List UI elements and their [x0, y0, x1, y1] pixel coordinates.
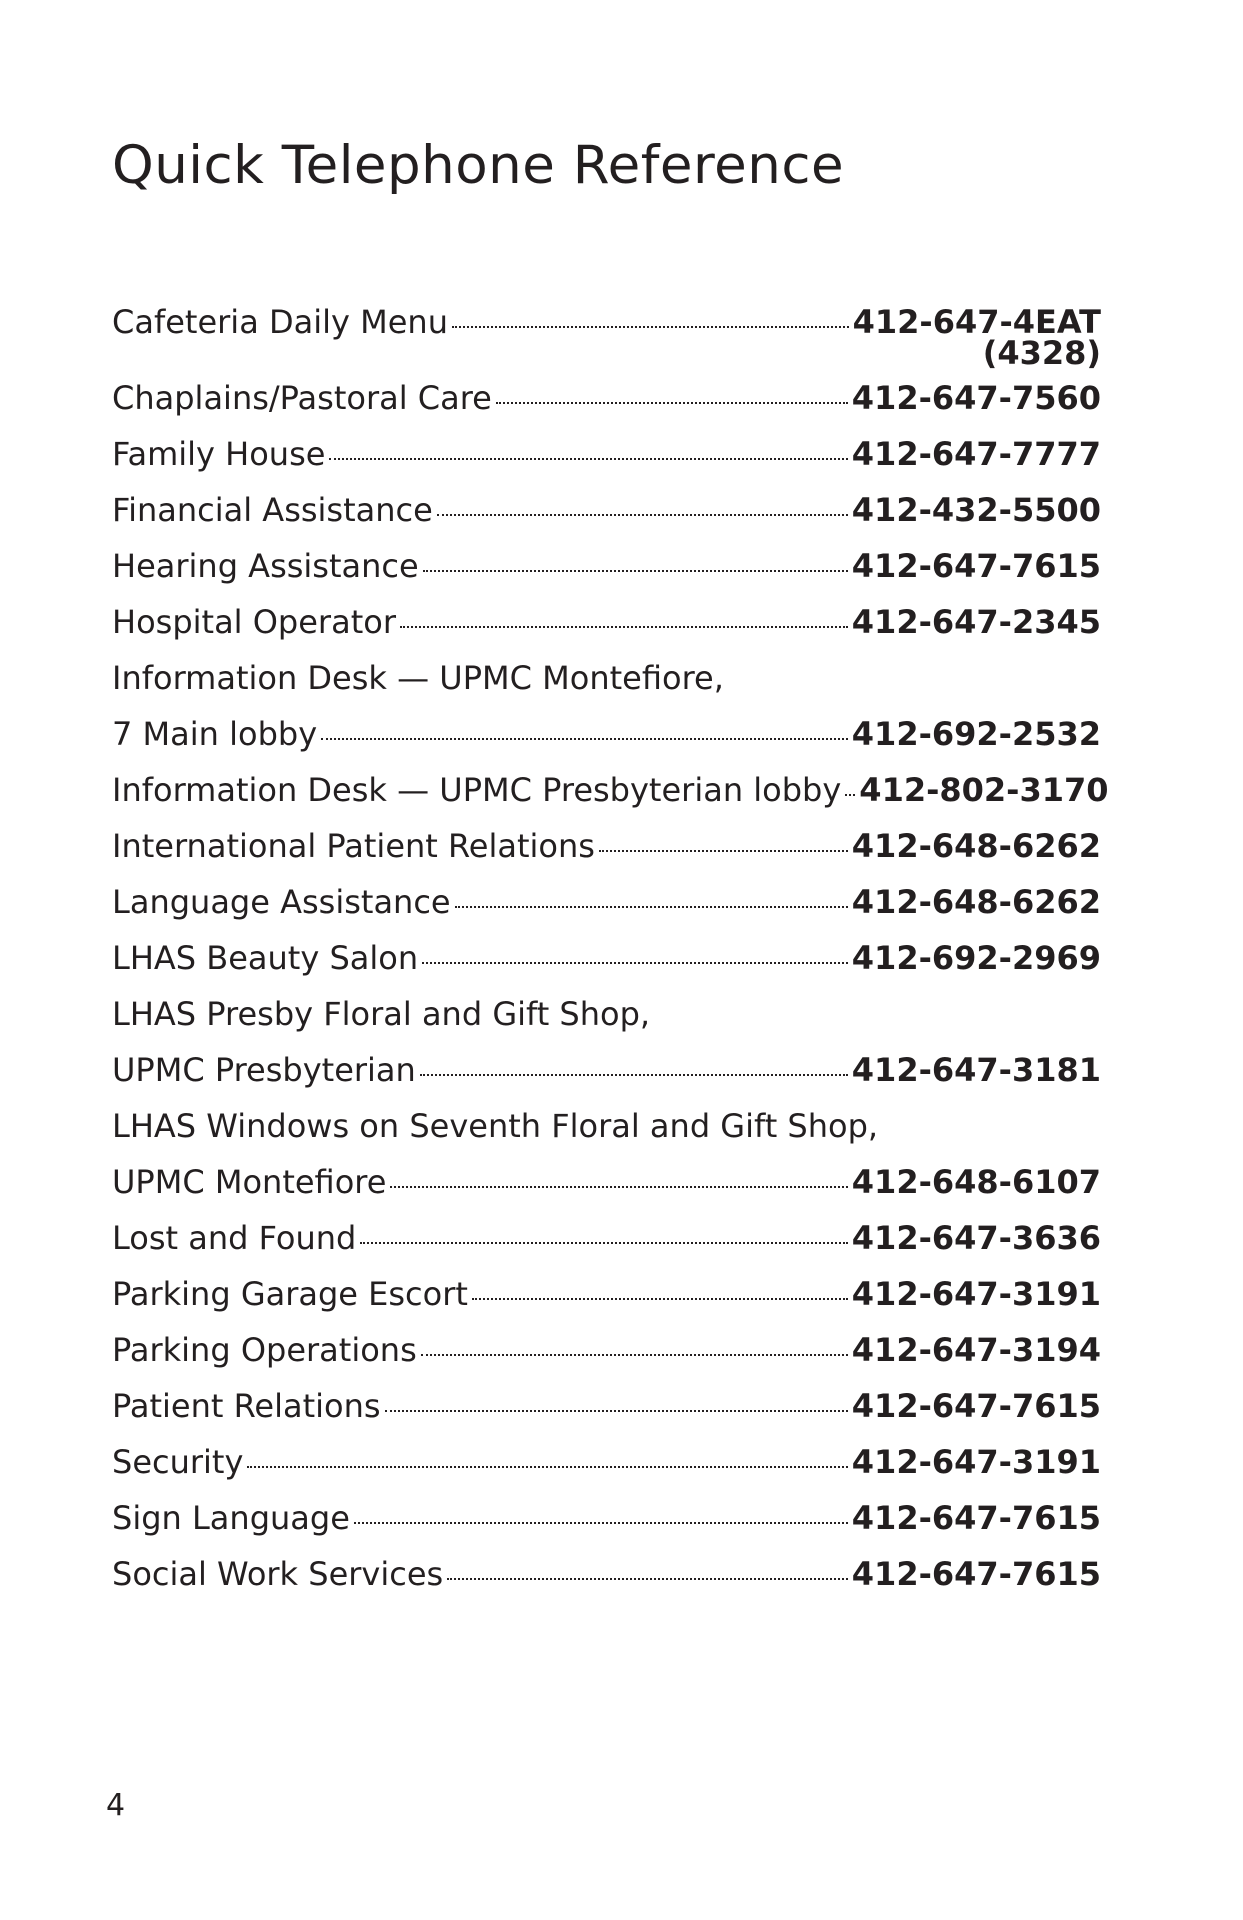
- entry-name: Parking Operations: [112, 1331, 417, 1369]
- phone-number: 412-647-7777: [851, 435, 1101, 473]
- entry-line: [112, 1210, 1101, 1266]
- dot-leader: [845, 794, 855, 796]
- dot-leader: [437, 514, 848, 516]
- entry-name: LHAS Windows on Seventh Floral and Gift Shop,: [112, 1107, 879, 1145]
- entry-line: [112, 594, 1101, 650]
- entry-line: [112, 1546, 1101, 1602]
- entry-name: LHAS Presby Floral and Gift Shop,: [112, 995, 651, 1033]
- phone-number: 412-647-3181: [851, 1051, 1101, 1089]
- entry-line: [112, 930, 1101, 986]
- phone-number: 412-648-6262: [851, 827, 1101, 865]
- dot-leader: [421, 1354, 848, 1356]
- directory-entry: [112, 1210, 1101, 1266]
- entry-line: [112, 1154, 1101, 1210]
- directory-entry: [112, 1322, 1101, 1378]
- phone-number: 412-647-4EAT: [852, 303, 1101, 341]
- directory-entry: [112, 482, 1101, 538]
- entry-name: Hearing Assistance: [112, 547, 419, 585]
- entry-line: [112, 818, 1101, 874]
- entry-line: [112, 1490, 1101, 1546]
- directory-entry: [112, 1490, 1101, 1546]
- directory-entry: [112, 1434, 1101, 1490]
- dot-leader: [599, 850, 848, 852]
- entry-line: [112, 482, 1101, 538]
- entry-line: [112, 650, 1101, 706]
- entry-line: [112, 426, 1101, 482]
- directory-entry: [112, 1098, 1101, 1210]
- dot-leader: [360, 1242, 847, 1244]
- directory-entry: [112, 1546, 1101, 1602]
- phone-directory-list: [112, 294, 1109, 1602]
- phone-number: 412-432-5500: [851, 491, 1101, 529]
- entry-name: Cafeteria Daily Menu: [112, 303, 448, 341]
- entry-name: 7 Main lobby: [112, 715, 318, 753]
- entry-name: Family House: [112, 435, 326, 473]
- phone-number: 412-648-6262: [851, 883, 1101, 921]
- dot-leader: [385, 1410, 848, 1412]
- phone-number-alt: (4328): [982, 334, 1101, 372]
- entry-line: [112, 706, 1101, 762]
- phone-number: 412-802-3170: [859, 771, 1109, 809]
- phone-number: 412-692-2532: [851, 715, 1101, 753]
- entry-name: International Patient Relations: [112, 827, 595, 865]
- entry-name: Financial Assistance: [112, 491, 433, 529]
- phone-number: 412-647-2345: [851, 603, 1101, 641]
- entry-line: [112, 1322, 1101, 1378]
- dot-leader: [390, 1186, 847, 1188]
- entry-name: Information Desk — UPMC Montefiore,: [112, 659, 724, 697]
- dot-leader: [447, 1578, 848, 1580]
- phone-number: 412-647-7615: [851, 547, 1101, 585]
- entry-name: Security: [112, 1443, 244, 1481]
- entry-line: [112, 986, 1101, 1042]
- directory-entry: [112, 370, 1101, 426]
- phone-number: 412-647-7615: [851, 1387, 1101, 1425]
- entry-name: Patient Relations: [112, 1387, 381, 1425]
- directory-entry: [112, 1266, 1101, 1322]
- dot-leader: [423, 570, 848, 572]
- dot-leader: [354, 1522, 848, 1524]
- entry-line: [112, 1434, 1101, 1490]
- dot-leader: [321, 738, 848, 740]
- directory-entry: [112, 930, 1101, 986]
- dot-leader: [455, 906, 848, 908]
- entry-name: Hospital Operator: [112, 603, 396, 641]
- entry-line: [112, 1378, 1101, 1434]
- phone-number: 412-647-7615: [851, 1555, 1101, 1593]
- entry-name: Information Desk — UPMC Presbyterian lobby: [112, 771, 842, 809]
- directory-entry: [112, 762, 1109, 818]
- dot-leader: [247, 1466, 847, 1468]
- entry-name: UPMC Presbyterian: [112, 1051, 416, 1089]
- phone-number: 412-647-3191: [851, 1443, 1101, 1481]
- entry-line: [112, 370, 1101, 426]
- entry-name: Parking Garage Escort: [112, 1275, 468, 1313]
- phone-number: 412-692-2969: [851, 939, 1101, 977]
- entry-name: Language Assistance: [112, 883, 451, 921]
- entry-line: [112, 1042, 1101, 1098]
- entry-name: LHAS Beauty Salon: [112, 939, 419, 977]
- phone-number: 412-648-6107: [851, 1163, 1101, 1201]
- entry-name: Lost and Found: [112, 1219, 357, 1257]
- directory-entry: [112, 426, 1101, 482]
- directory-entry: [112, 874, 1101, 930]
- directory-entry: [112, 986, 1101, 1098]
- dot-leader: [400, 626, 848, 628]
- entry-name: Sign Language: [112, 1499, 350, 1537]
- dot-leader: [472, 1298, 848, 1300]
- directory-entry: [112, 1378, 1101, 1434]
- dot-leader: [422, 962, 848, 964]
- entry-name: Social Work Services: [112, 1555, 444, 1593]
- directory-entry: [112, 538, 1101, 594]
- phone-number: 412-647-3636: [851, 1219, 1101, 1257]
- entry-line: [112, 1266, 1101, 1322]
- directory-entry: [112, 294, 1101, 370]
- page-title: Quick Telephone Reference: [112, 135, 845, 196]
- directory-entry: [112, 818, 1101, 874]
- entry-name: UPMC Montefiore: [112, 1163, 387, 1201]
- page-number: 4: [106, 1788, 126, 1823]
- directory-entry: [112, 594, 1101, 650]
- phone-number: 412-647-7615: [851, 1499, 1101, 1537]
- dot-leader: [452, 326, 849, 328]
- entry-line: [112, 874, 1101, 930]
- dot-leader: [420, 1074, 848, 1076]
- directory-entry: [112, 650, 1101, 762]
- phone-number: 412-647-3194: [851, 1331, 1101, 1369]
- dot-leader: [329, 458, 847, 460]
- phone-number: 412-647-7560: [851, 379, 1101, 417]
- phone-number: 412-647-3191: [851, 1275, 1101, 1313]
- entry-line: [112, 762, 1109, 818]
- entry-line: [112, 1098, 1101, 1154]
- entry-name: Chaplains/Pastoral Care: [112, 379, 492, 417]
- dot-leader: [496, 402, 848, 404]
- entry-line: [112, 538, 1101, 594]
